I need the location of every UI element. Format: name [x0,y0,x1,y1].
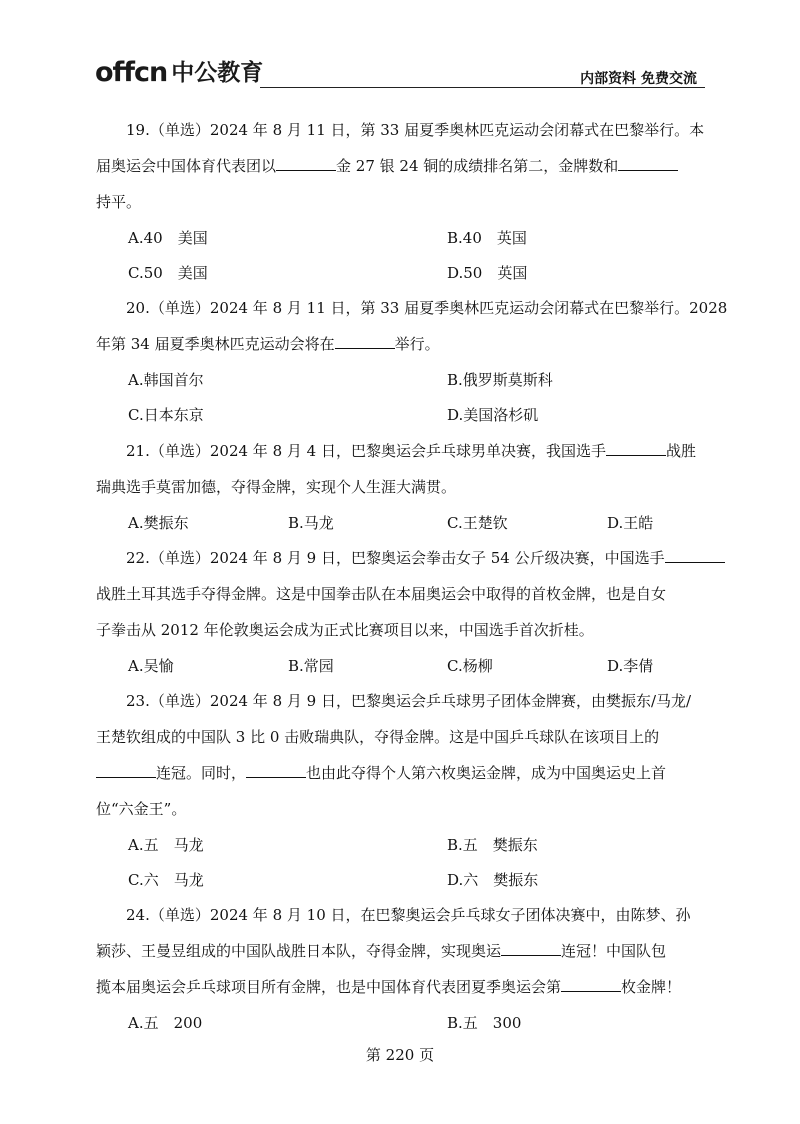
option-d: D.美国洛杉矶 [447,406,539,424]
offcn-logo [95,58,263,88]
answer-blank [606,441,666,456]
option-c: C.日本东京 [128,406,204,424]
option-a: A.吴愉 [128,657,174,675]
page-number: 第 220 页 [365,1046,435,1064]
question-20-line-1: 20.（单选）2024 年 8 月 11 日，第 33 届夏季奥林匹克运动会闭幕式在巴黎举行。2028 [126,299,728,317]
question-23-line-1: 23.（单选）2024 年 8 月 9 日，巴黎奥运会乒乓球男子团体金牌赛，由樊振东/马龙/ [126,692,692,710]
answer-blank [501,941,561,956]
option-a: A.韩国首尔 [128,371,204,389]
option-c: C.50 美国 [128,264,208,282]
question-19-line-3: 持平。 [96,193,142,211]
option-d: D.六 樊振东 [447,871,539,889]
question-19-line-2: 届奥运会中国体育代表团以 金 27 银 24 铜的成绩排名第二，金牌数和 [96,156,678,176]
answer-blank [96,763,156,778]
option-c: C.杨柳 [447,657,493,675]
option-b: B.常园 [288,657,334,675]
question-21-line-2: 瑞典选手莫雷加德，夺得金牌，实现个人生涯大满贯。 [96,478,457,496]
question-23-line-4: 位“六金王”。 [96,800,187,818]
option-b: B.俄罗斯莫斯科 [447,371,553,389]
header-note: 内部资料 免费交流 [580,71,697,87]
question-23-line-2: 王楚钦组成的中国队 3 比 0 击败瑞典队，夺得金牌。这是中国乒乓球队在该项目上的 [96,728,660,746]
question-22-line-1: 22.（单选）2024 年 8 月 9 日，巴黎奥运会拳击女子 54 公斤级决赛，中国选手 [126,548,725,568]
page-header [95,56,705,90]
answer-blank [335,334,395,349]
option-d: D.50 英国 [447,264,528,282]
option-b: B.40 英国 [447,229,527,247]
question-19-line-1: 19.（单选）2024 年 8 月 11 日，第 33 届夏季奥林匹克运动会闭幕式在巴黎举行。本 [126,121,705,139]
option-a: A.樊振东 [128,514,189,532]
option-a: A.五 马龙 [128,836,204,854]
option-b: B.五 樊振东 [447,836,538,854]
option-b: B.五 300 [447,1014,522,1032]
answer-blank [561,977,621,992]
question-21-line-1: 21.（单选）2024 年 8 月 4 日，巴黎奥运会乒乓球男单决赛，我国选手 战胜 [126,442,696,460]
answer-blank [618,156,678,171]
logo-text-en: offcn [95,57,168,88]
option-c: C.王楚钦 [447,514,508,532]
logo-text-cn: 中公教育 [171,60,264,86]
answer-blank [246,763,306,778]
option-d: D.李倩 [607,657,654,675]
question-22-line-2: 战胜土耳其选手夺得金牌。这是中国拳击队在本届奥运会中取得的首枚金牌，也是自女 [96,585,667,603]
answer-blank [276,156,336,171]
question-24-line-1: 24.（单选）2024 年 8 月 10 日，在巴黎奥运会乒乓球女子团体决赛中，由陈梦、孙 [126,906,691,924]
question-24-line-3: 揽本届奥运会乒乓球项目所有金牌，也是中国体育代表团夏季奥运会第 枚金牌！ [96,978,682,996]
option-a: A.40 美国 [128,229,208,247]
option-b: B.马龙 [288,514,334,532]
option-c: C.六 马龙 [128,871,204,889]
answer-blank [665,548,725,563]
option-d: D.王皓 [607,514,654,532]
option-a: A.五 200 [128,1014,203,1032]
question-20-line-2: 年第 34 届夏季奥林匹克运动会将在 举行。 [96,335,440,353]
question-23-line-3: 连冠。同时， 也由此夺得个人第六枚奥运金牌，成为中国奥运史上首 [96,763,666,783]
question-24-line-2: 颖莎、王曼昱组成的中国队战胜日本队，夺得金牌，实现奥运 连冠！中国队包 [96,942,667,960]
question-22-line-3: 子拳击从 2012 年伦敦奥运会成为正式比赛项目以来，中国选手首次折桂。 [96,621,594,639]
